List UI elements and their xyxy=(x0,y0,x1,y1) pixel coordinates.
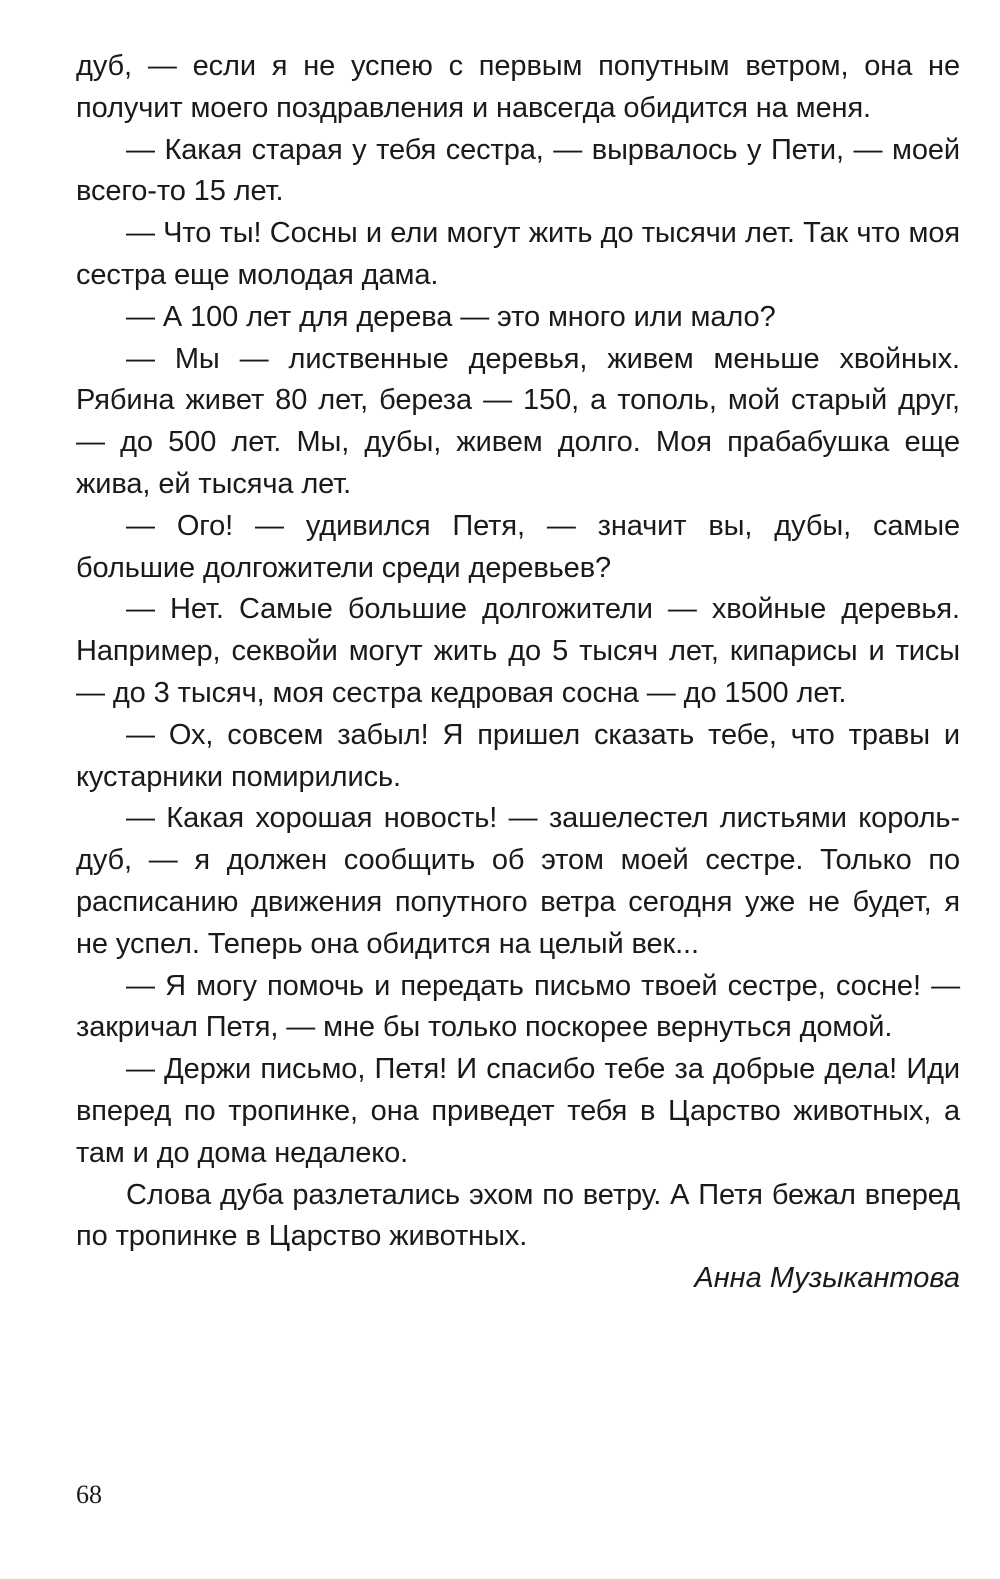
paragraph-4: — А 100 лет для дерева — это много или мало? xyxy=(126,300,776,333)
paragraph-10: — Я могу помочь и передать письмо твоей сестре, сосне! — закричал Петя, — мне бы только поскорее вернуться домой. xyxy=(76,969,960,1044)
author-signature: Анна Музыкантова xyxy=(694,1262,960,1295)
page-number: 68 xyxy=(76,1480,102,1509)
paragraph-2: — Какая старая у тебя сестра, — вырвалось у Пети, — моей всего-то 15 лет. xyxy=(76,133,960,208)
paragraph-1: дуб, — если я не успею с первым попутным ветром, она не получит моего поздравления и навсегда обидится на меня. xyxy=(76,50,960,124)
paragraph-6: — Ого! — удивился Петя, — значит вы, дубы, самые большие долгожители среди деревьев? xyxy=(76,509,960,584)
paragraph-8: — Ох, совсем забыл! Я пришел сказать тебе, что травы и кустарники помирились. xyxy=(76,718,960,793)
paragraph-3: — Что ты! Сосны и ели могут жить до тысячи лет. Так что моя сестра еще молодая дама. xyxy=(76,217,960,291)
page-body xyxy=(76,46,960,1300)
paragraph-12: Слова дуба разлетались эхом по ветру. А Петя бежал вперед по тропинке в Царство животных. xyxy=(76,1178,960,1253)
paragraph-9: — Какая хорошая новость! — зашелестел листьями король-дуб, — я должен сообщить об этом моей сестре. Только по расписанию движения попутного ветра сегодня уже не будет, я не успел. Теперь она обидится на целый век... xyxy=(76,802,960,960)
paragraph-5: — Мы — лиственные деревья, живем меньше хвойных. Рябина живет 80 лет, береза — 150, а тополь, мой старый друг, — до 500 лет. Мы, дубы, живем долго. Моя прабабушка еще жива, ей тысяча лет. xyxy=(76,342,960,500)
paragraph-11: — Держи письмо, Петя! И спасибо тебе за добрые дела! Иди вперед по тропинке, она приведет тебя в Царство животных, а там и до дома недалеко. xyxy=(76,1053,960,1169)
paragraph-7: — Нет. Самые большие долгожители — хвойные деревья. Например, секвойи могут жить до 5 тысяч лет, кипарисы и тисы — до 3 тысяч, моя сестра кедровая сосна — до 1500 лет. xyxy=(76,593,960,709)
